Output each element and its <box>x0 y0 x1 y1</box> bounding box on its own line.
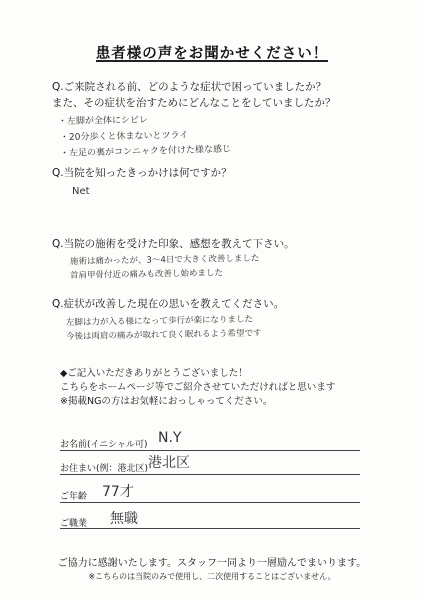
name-label: お名前(イニシャル可) <box>60 440 148 450</box>
page-title: 患者様の声をお聞かせください！ <box>95 46 329 62</box>
address-line <box>60 474 360 475</box>
occupation-label: ご職業 <box>60 519 88 529</box>
question-2: Q.当院を知ったきっかけは何ですか？ <box>52 167 232 179</box>
answer-1-line-2: ・20分歩くと休まないとツライ <box>59 130 189 143</box>
age-value: 77才 <box>102 484 134 500</box>
answer-1-line-3: ・左足の裏がコンニャクを付けた様な感じ <box>59 144 232 159</box>
question-1-line-1: Q.ご来院される前、どのような症状で困っていましたか？ <box>52 81 327 93</box>
question-4: Q.症状が改善した現在の思いを教えてください。 <box>52 298 285 310</box>
address-value: 港北区 <box>148 455 190 471</box>
thanks-notice: ◆ご記入いただきありがとうございました！ <box>60 368 248 379</box>
age-label: ご年齢 <box>60 492 88 502</box>
answer-1-line-1: ・左脚が全体にシビレ <box>57 115 149 127</box>
homepage-notice: こちらをホームページ等でご紹介させていただければと思います <box>60 382 336 393</box>
name-value: N.Y <box>158 430 182 446</box>
name-line <box>60 450 360 451</box>
question-3: Q.当院の施術を受けた印象、感想を教えて下さい。 <box>52 238 295 250</box>
question-1-line-2: また、その症状を治すためにどんなことをしていましたか？ <box>52 97 336 109</box>
answer-4-line-2: 今後は両肩の痛みが取れて良く眠れるよう希望です <box>65 328 262 342</box>
occupation-value: 無職 <box>110 511 138 527</box>
answer-2: Net <box>72 186 90 197</box>
answer-4-line-1: 左脚は力が入る様になって歩行が楽になりました <box>65 314 254 328</box>
answer-3-line-1: 施術は痛かったが、3〜4日で大きく改善しました <box>69 253 260 267</box>
ng-notice: ※掲載NGの方はお気軽におっしゃってください。 <box>60 396 273 407</box>
title-underline <box>96 60 328 62</box>
address-label: お住まい(例：港北区) <box>60 464 149 474</box>
answer-3-line-2: 首肩甲骨付近の痛みも改善し始めました <box>69 268 224 281</box>
gratitude-footer: ご協力に感謝いたします。スタッフ一同より一層励んでまいります。 <box>57 558 367 569</box>
age-line <box>60 502 360 503</box>
privacy-footer: ※こちらのは当院のみで使用し、二次使用することはございません。 <box>88 572 336 581</box>
occupation-line <box>60 528 360 529</box>
